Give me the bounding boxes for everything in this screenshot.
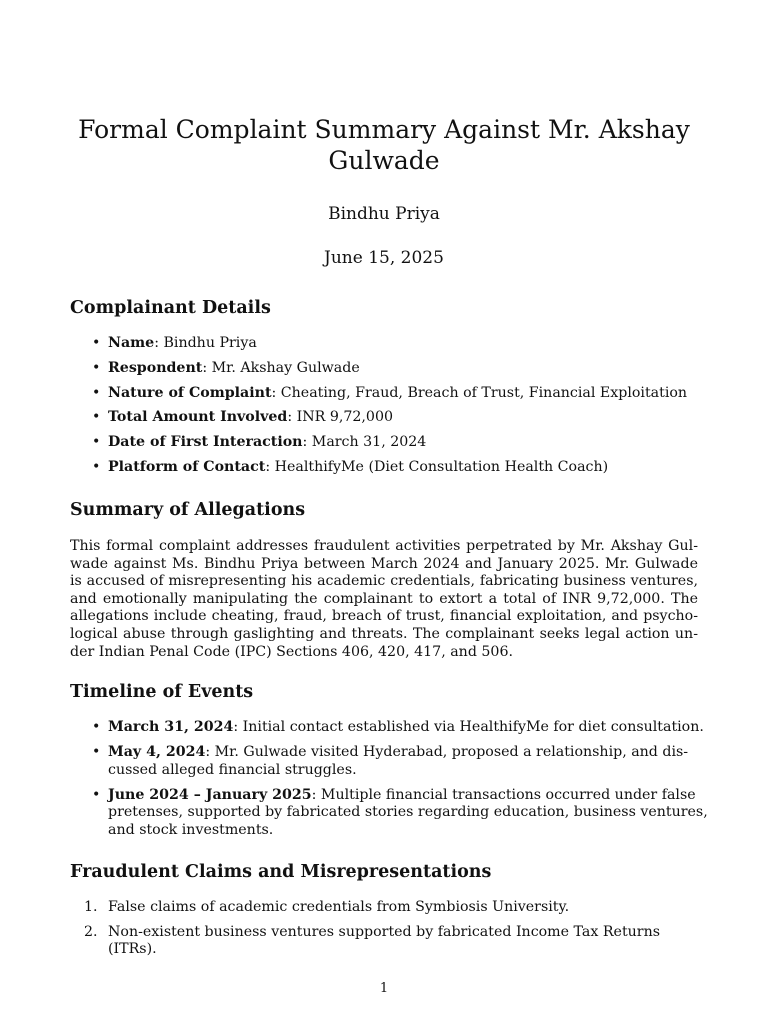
claims-list (70, 899, 710, 959)
section-heading-complainant: Complainant Details (70, 298, 271, 318)
item-text: Non-existent business ventures supported by fabricated Income Tax Returns (ITRs). (108, 923, 660, 958)
item-text: : Mr. Akshay Gulwade (202, 359, 360, 376)
list-item (70, 459, 710, 477)
complainant-details-list (70, 335, 710, 476)
item-label: Nature of Complaint (108, 384, 272, 401)
page-number: 1 (379, 981, 389, 996)
item-label: May 4, 2024 (108, 744, 206, 760)
section-heading-claims: Fraudulent Claims and Misrepresentations (70, 862, 492, 882)
document-author: Bindhu Priya (328, 204, 440, 224)
list-item (70, 899, 710, 917)
item-text: : Bindhu Priya (154, 335, 257, 351)
item-text: : Cheating, Fraud, Breach of Trust, Financial Exploitation (271, 384, 688, 401)
item-label: Total Amount Involved (108, 409, 288, 426)
list-item (70, 434, 710, 452)
item-label: Platform of Contact (108, 458, 266, 475)
item-text: : Mr. Gulwade visited Hyderabad, proposed a relationship, and discussed alleged financial struggles. (108, 744, 689, 778)
document-title: Formal Complaint Summary Against Mr. Akshay Gulwade (78, 115, 690, 175)
list-item (70, 409, 710, 427)
item-text: : HealthifyMe (Diet Consultation Health Coach) (265, 458, 609, 475)
bullet-icon: • (92, 409, 101, 426)
document-date: June 15, 2025 (324, 248, 444, 268)
list-item (70, 360, 710, 378)
bullet-icon: • (92, 786, 101, 803)
bullet-icon: • (92, 458, 101, 475)
allegations-paragraph: This formal complaint addresses fraudulent activities perpetrated by Mr. Akshay Gulwade against Ms. Bindhu Priya between March 2024 and January 2025. Mr. Gulwade is accused of misrepresenting his academic credentials, fabricating business ventures, and emotionally manipulating the complainant to extort a total of INR 9,72,000. The allegations include cheating, fraud, breach of trust, financial exploitation, and psychological abuse through gaslighting and threats. The complainant seeks legal action under Indian Penal Code (IPC) Sections 406, 420, 417, and 506. (70, 538, 698, 660)
item-label: Respondent (108, 359, 203, 376)
item-text: False claims of academic credentials from Symbiosis University. (108, 899, 570, 915)
item-label: March 31, 2024 (108, 719, 234, 735)
bullet-icon: • (92, 744, 101, 760)
section-heading-allegations: Summary of Allegations (70, 500, 306, 520)
list-item (70, 924, 710, 959)
item-text: : Initial contact established via HealthifyMe for diet consultation. (233, 719, 704, 735)
item-label: Name (108, 335, 155, 351)
timeline-list (70, 719, 710, 839)
item-text: : March 31, 2024 (302, 434, 427, 451)
bullet-icon: • (92, 335, 101, 351)
item-text: : INR 9,72,000 (287, 409, 393, 426)
bullet-icon: • (92, 434, 101, 451)
bullet-icon: • (92, 719, 101, 735)
list-item (70, 335, 710, 353)
list-item (70, 385, 710, 403)
section-heading-timeline: Timeline of Events (70, 682, 254, 702)
list-item (70, 744, 710, 779)
item-label: June 2024 – January 2025 (108, 786, 312, 803)
item-text: : Multiple financial transactions occurred under false pretenses, supported by fabricated stories regarding education, business ventures, and stock investments. (108, 786, 708, 838)
bullet-icon: • (92, 359, 101, 376)
list-item (70, 787, 710, 840)
item-number: 2. (84, 923, 98, 940)
list-item (70, 719, 710, 737)
bullet-icon: • (92, 384, 101, 401)
item-label: Date of First Interaction (108, 434, 303, 451)
item-number: 1. (84, 899, 98, 915)
